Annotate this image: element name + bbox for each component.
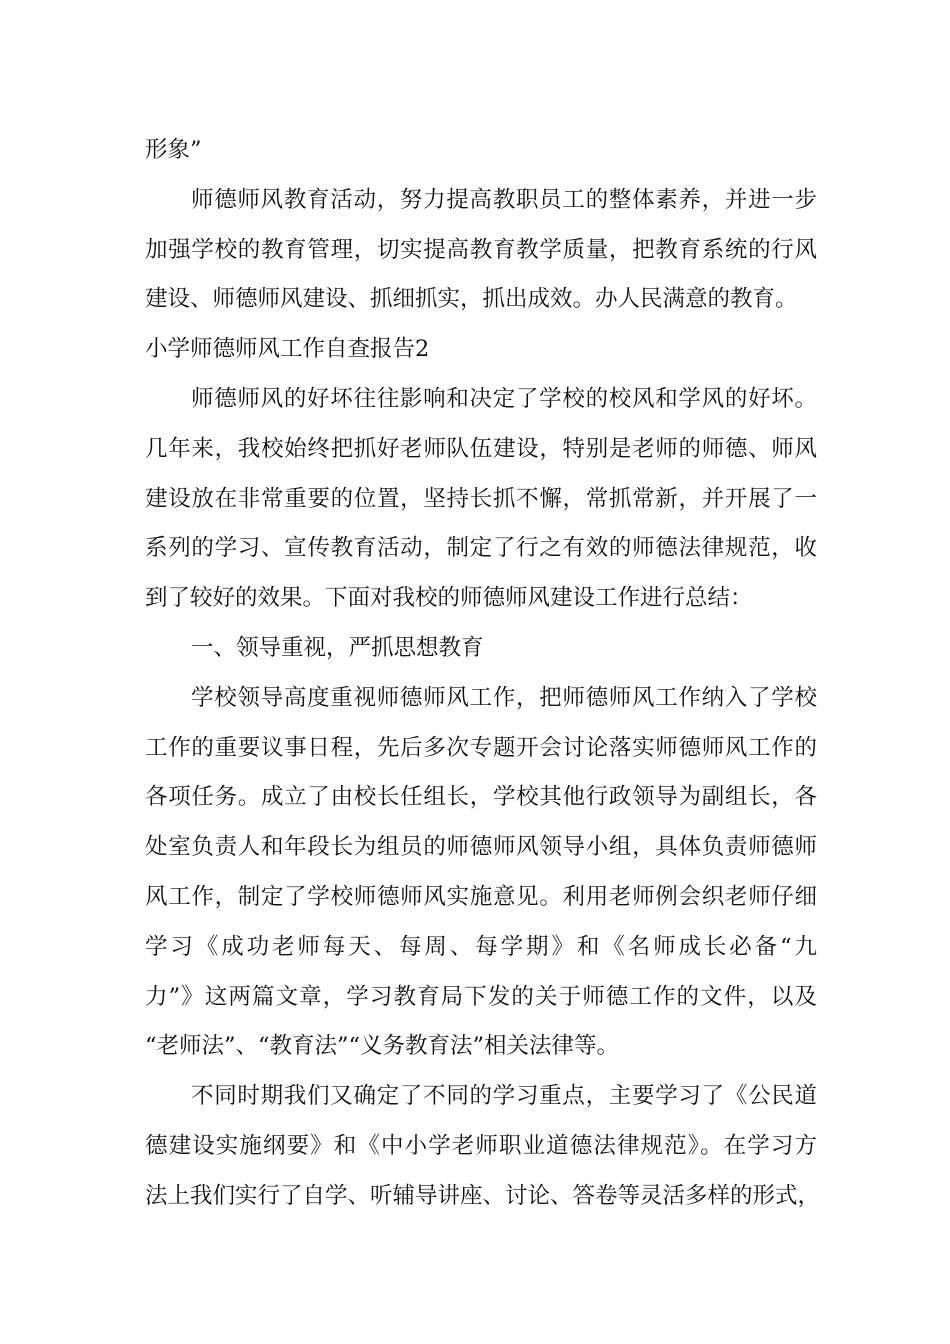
text-line: 师德师风的好坏往往影响和决定了学校的校风和学风的好坏。 <box>191 385 817 412</box>
text-line: 加强学校的教育管理，切实提高教育教学质量，把教育系统的行风 <box>145 236 817 263</box>
text-line: 形象” <box>145 137 202 163</box>
text-line: 学习《成功老师每天、每周、每学期》和《名师成长必备“九 <box>145 933 817 960</box>
text-line: 到了较好的效果。下面对我校的师德师风建设工作进行总结： <box>145 585 753 612</box>
text-line: 处室负责人和年段长为组员的师德师风领导小组，具体负责师德师 <box>145 834 817 861</box>
text-line: 德建设实施纲要》和《中小学老师职业道德法律规范》。在学习方 <box>145 1132 817 1159</box>
document-body <box>145 126 821 1222</box>
text-line: 几年来，我校始终把抓好老师队伍建设，特别是老师的师德、师风 <box>145 435 817 462</box>
text-line: 小学师德师风工作自查报告2 <box>145 336 430 363</box>
text-line: 法上我们实行了自学、听辅导讲座、讨论、答卷等灵活多样的形式， <box>145 1182 821 1209</box>
text-line: 工作的重要议事日程，先后多次专题开会讨论落实师德师风工作的 <box>145 734 817 761</box>
text-line: 建设放在非常重要的位置，坚持长抓不懈，常抓常新，并开展了一 <box>145 485 817 512</box>
text-line: 系列的学习、宣传教育活动，制定了行之有效的师德法律规范，收 <box>145 535 817 562</box>
text-line: 力”》这两篇文章，学习教育局下发的关于师德工作的文件，以及 <box>145 983 817 1010</box>
text-line: 建设、师德师风建设、抓细抓实，抓出成效。办人民满意的教育。 <box>145 286 798 313</box>
text-line: 学校领导高度重视师德师风工作，把师德师风工作纳入了学校 <box>191 684 817 711</box>
text-line: 风工作，制定了学校师德师风实施意见。利用老师例会织老师仔细 <box>145 883 817 910</box>
text-line: 一、领导重视，严抓思想教育 <box>191 634 484 661</box>
text-line: “老师法”、“教育法”“义务教育法”相关法律等。 <box>145 1033 620 1060</box>
text-line: 不同时期我们又确定了不同的学习重点，主要学习了《公民道 <box>191 1083 817 1110</box>
text-line: 师德师风教育活动，努力提高教职员工的整体素养，并进一步 <box>191 186 817 213</box>
text-line: 各项任务。成立了由校长任组长，学校其他行政领导为副组长，各 <box>145 784 817 811</box>
